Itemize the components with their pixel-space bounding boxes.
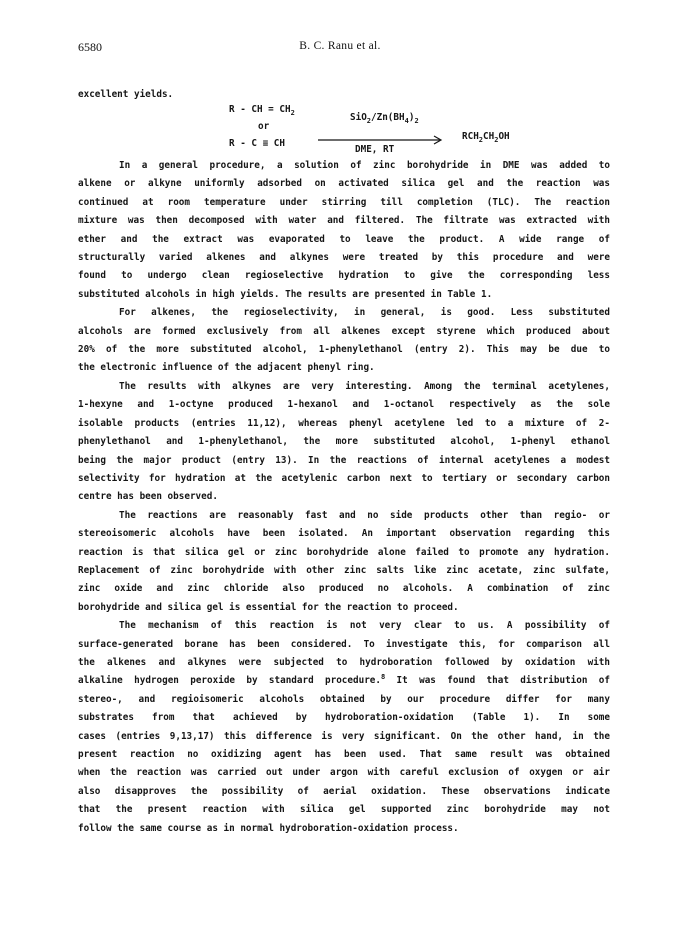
lead-text: excellent yields. <box>78 89 174 100</box>
or-label: or <box>258 121 270 132</box>
line-with-reference: alkaline hydrogen peroxide by standard procedure.$^8$ It was found that distribution of <box>78 673 610 687</box>
reagent-label: $SiO_2/Zn(BH_4)_2$ <box>350 112 419 125</box>
product-label: $RCH_2CH_2OH$ <box>462 131 510 144</box>
alkene-reactant: R - CH = $CH_2$ <box>229 104 295 117</box>
reference-mark: 8 <box>381 673 386 682</box>
reaction-scheme <box>0 0 680 170</box>
running-title: B. C. Ranu et al. <box>299 40 381 52</box>
alkyne-reactant: R - C ≡ CH <box>229 138 285 149</box>
paragraph-observations: The reactions are reasonably fast and no side products other than regio- or stereoisomeric alcohols have been isolated. An important observation regarding this reaction is that silica gel or zinc borohydride alone failed to promote any hydration. Replacement of zinc borohydride with other zinc salts like zinc acetate, zinc sulfate, zinc oxide and zinc chloride also produced no alcohols. A combination of zinc borohydride and silica gel is essential for the reaction to proceed. <box>78 509 610 613</box>
paragraph-alkynes: The results with alkynes are very interesting. Among the terminal acetylenes, 1-hexyne and 1-octyne produced 1-hexanol and 1-octanol respectively as the sole isolable products (entries 11,12), whereas phenyl acetylene led to a mixture of 2- phenylethanol and 1-phenylethanol, the more substituted alcohol, 1-phenyl ethanol being the major product (entry 13). In the reactions of internal acetylenes a modest selectivity for hydration at the acetylenic carbon next to tertiary or secondary carbon centre has been observed. <box>78 380 610 503</box>
paragraph-mechanism: The mechanism of this reaction is not very clear to us. A possibility of surface-generated borane has been considered. To investigate this, for comparison all the alkenes and alkynes were subjected to hydroboration followed by oxidation with alkaline hydrogen peroxide by standard procedure.$^8$ It was found that distribution of stereo-, and regioisomeric alcohols obtained by our procedure differ for many substrates from that achieved by hydroboration-oxidation (Table 1). In some cases (entries 9,13,17) this difference is very significant. On the other hand, in the present reaction no oxidizing agent has been used. That same result was obtained when the reaction was carried out under argon with careful exclusion of oxygen or air also disapproves the possibility of aerial oxidation. These observations indicate that the present reaction with silica gel supported zinc borohydride may not follow the same course as in normal hydroboration-oxidation process. <box>78 620 610 834</box>
page-number: 6580 <box>78 40 102 54</box>
paragraph-alkenes: For alkenes, the regioselectivity, in general, is good. Less substituted alcohols are formed exclusively from all alkenes except styrene which produced about 20% of the more substituted alcohol, 1-phenylethanol (entry 2). This may be due to the electronic influence of the adjacent phenyl ring. <box>78 307 610 374</box>
paragraph-general-procedure: In a general procedure, a solution of zinc borohydride in DME was added to alkene or alkyne uniformly adsorbed on activated silica gel and the reaction was continued at room temperature under stirring till completion (TLC). The reaction mixture was then decomposed with water and filtered. The filtrate was extracted with ether and the extract was evaporated to leave the product. A wide range of structurally varied alkenes and alkynes were treated by this procedure and were found to undergo clean regioselective hydration to give the corresponding less substituted alcohols in high yields. The results are presented in Table 1. <box>78 160 610 300</box>
body-text <box>78 157 610 838</box>
condition-label: DME, RT <box>355 144 395 155</box>
